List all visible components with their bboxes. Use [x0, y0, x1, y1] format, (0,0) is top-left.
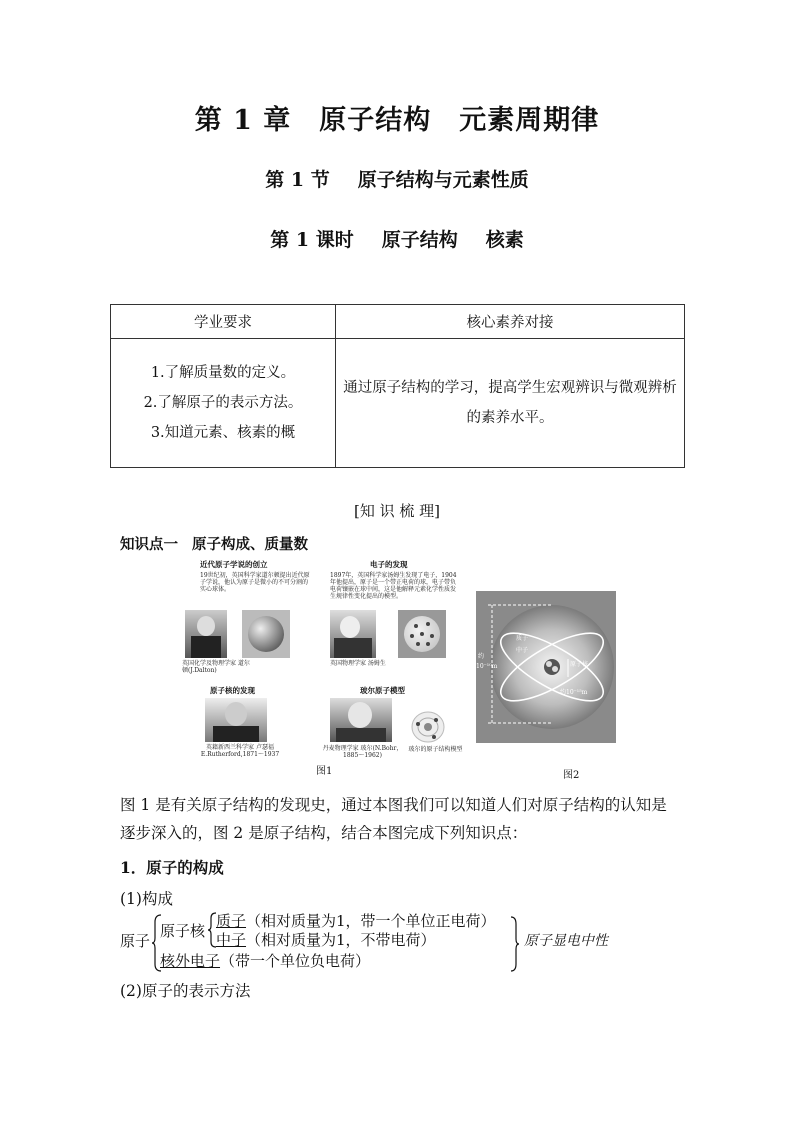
figure-2-caption: 图2: [563, 770, 580, 781]
rutherford-name: 英籍新西兰科学家 卢瑟福: [206, 744, 274, 751]
atom-label: 原子: [120, 932, 151, 950]
table-header-literacy: 核心素养对接: [336, 305, 685, 339]
requirement-item: 3.知道元素、核素的概: [150, 425, 296, 441]
knowledge-point-title: 原子构成、质量数: [192, 536, 308, 553]
electron-row: [160, 950, 370, 971]
item-1-number: 1．: [120, 858, 147, 877]
nucleus-size-label: 约10⁻¹⁵m: [560, 689, 588, 696]
figure-1: [180, 560, 470, 777]
intro-paragraph: 图 1 是有关原子结构的发现史，通过本图我们可以知道人们对原子结构的认知是逐步深入的，图 2 是原子结构，结合本图完成下列知识点：: [120, 796, 667, 842]
bohr-model-icon: [410, 710, 446, 744]
requirements-table: [110, 304, 685, 468]
dalton-portrait: [185, 610, 227, 658]
nucleus-label: 原子核: [570, 661, 589, 668]
panel-modern-title: 近代原子学说的创立: [200, 560, 268, 569]
electron-term: 核外电子: [160, 952, 221, 970]
atom-composition-diagram: [120, 912, 660, 974]
chapter-title-part2: 元素周期律: [459, 105, 600, 136]
proton-description: （相对质量为1，带一个单位正电荷）: [246, 912, 496, 930]
requirements-cell: [111, 339, 336, 468]
neutron-label: 中子: [516, 647, 529, 654]
knowledge-point-label: 知识点一: [120, 536, 178, 553]
atom-size-label: 10⁻¹⁰m: [476, 663, 498, 670]
lesson-title: [0, 225, 794, 252]
plum-pudding-image: [398, 610, 446, 658]
rutherford-years: E.Rutherford,1871～1937: [200, 751, 280, 758]
thomson-portrait: [330, 610, 376, 658]
lesson-number: 第 1 课时: [270, 229, 354, 251]
thomson-caption: 英国物理学家 汤姆生: [330, 660, 386, 667]
sub-heading-composition: (1)构成: [120, 890, 173, 908]
bohr-model-caption: 玻尔的原子结构模型: [408, 746, 463, 753]
bohr-caption: 丹麦物理学家 玻尔(N.Bohr，1885～1962): [322, 745, 403, 759]
nucleus-term: 原子核: [160, 922, 206, 940]
panel-electron-title: 电子的发现: [370, 560, 408, 569]
requirement-item: 1.了解质量数的定义。: [150, 365, 296, 381]
chapter-title: [0, 98, 794, 137]
rutherford-caption: [195, 744, 285, 758]
lesson-title-part1: 原子结构: [381, 229, 458, 251]
neutron-term: 中子: [216, 931, 247, 949]
bohr-portrait: [330, 698, 392, 742]
item-1-title: 原子的构成: [146, 858, 224, 877]
neutral-note: 原子显电中性: [524, 933, 608, 949]
proton-row: [216, 910, 496, 931]
panel-bohr-title: 玻尔原子模型: [360, 686, 405, 695]
figure-1-caption: 图1: [316, 766, 333, 777]
knowledge-header: [知 识 梳 理]: [353, 502, 440, 520]
chapter-title-part1: 原子结构: [319, 105, 432, 136]
figure-2: [476, 591, 616, 743]
panel-electron-text: 1897年，英国科学家汤姆生发现了电子，1904年他提出，原子是一个带正电荷的球，电子带负电荷镶嵌在球中间，这是他解释元素化学性质发生规律性变化提出的模型。: [330, 572, 457, 600]
electron-description: （带一个单位负电荷）: [220, 952, 371, 970]
item-1-heading: [120, 856, 224, 878]
neutron-description: （相对质量为1，不带电荷）: [246, 931, 436, 949]
proton-term: 质子: [216, 912, 247, 930]
section-number: 第 1 节: [265, 169, 330, 191]
panel-modern-text: 19世纪初，英国科学家道尔顿提出近代原子学说，他认为原子是微小的不可分割的实心球体。: [200, 572, 310, 593]
chapter-number: 第 1 章: [194, 105, 292, 136]
panel-nucleus-title: 原子核的发现: [210, 686, 255, 695]
dalton-caption: 英国化学及物理学家 道尔顿(J.Dalton): [182, 660, 250, 674]
proton-label: 质子: [516, 635, 529, 642]
literacy-text: 通过原子结构的学习，提高学生宏观辨识与微观辨析的素养水平。: [343, 380, 677, 426]
sub-heading-notation: (2)原子的表示方法: [120, 982, 251, 1000]
rutherford-portrait: [205, 698, 267, 742]
electron-dots-icon: [398, 610, 446, 658]
solid-sphere-image: [242, 610, 290, 658]
requirement-item: 2.了解原子的表示方法。: [143, 395, 303, 411]
knowledge-point-heading: [120, 533, 308, 554]
approx-label: 约: [478, 653, 485, 660]
closing-brace-icon: [510, 916, 520, 972]
neutron-row: [216, 929, 436, 950]
literacy-cell: [336, 339, 685, 468]
table-header-requirements: 学业要求: [111, 305, 336, 339]
section-name: 原子结构与元素性质: [357, 169, 529, 191]
section-title: [0, 165, 794, 192]
lesson-title-part2: 核素: [485, 229, 524, 251]
